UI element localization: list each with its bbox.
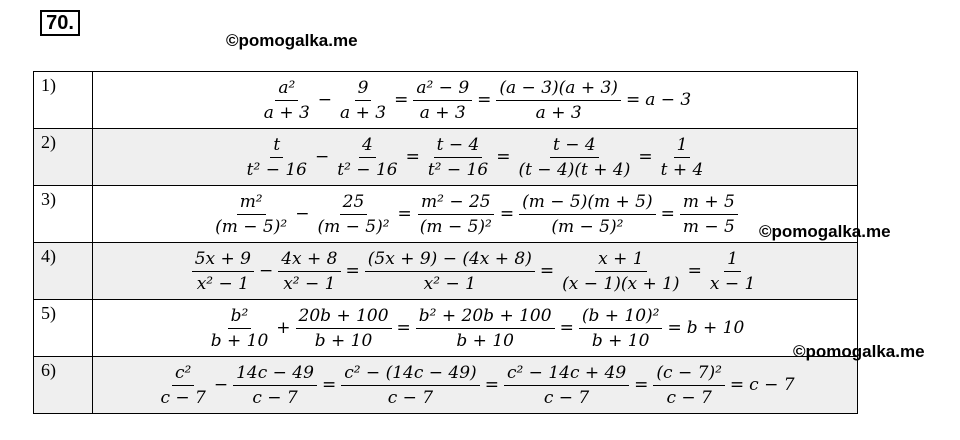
operator: = [477,90,492,110]
fraction [653,362,724,409]
denominator: x² − 1 [196,273,249,294]
fraction [579,305,663,352]
fraction [261,77,313,124]
denominator: (t − 4)(t + 4) [518,159,631,180]
denominator: (m − 5)² [317,216,390,237]
numerator: 14c − 49 [233,362,317,386]
expression-cell [93,129,858,186]
denominator: b + 10 [314,330,373,351]
equation [93,300,857,356]
row-label: 3) [34,186,93,243]
fraction [365,248,535,295]
numerator: (b + 10)² [579,305,663,329]
denominator: x² − 1 [423,273,476,294]
denominator: a + 3 [340,102,387,123]
row-label: 2) [34,129,93,186]
operator: = [405,147,420,167]
result-term: c − 7 [749,375,795,395]
expression-cell [93,243,858,300]
expression-cell [93,357,858,414]
fraction [519,191,656,238]
numerator: (5x + 9) − (4x + 8) [365,248,535,272]
numerator: t [270,134,283,158]
fraction [496,77,621,124]
fraction [334,134,400,181]
operator: = [559,318,574,338]
numerator: 9 [355,77,372,101]
numerator: b² + 20b + 100 [416,305,555,329]
numerator: 1 [724,248,741,272]
numerator: (m − 5)(m + 5) [519,191,656,215]
fraction [559,248,682,295]
denominator: c − 7 [387,387,434,408]
fraction [707,248,758,295]
fraction [680,191,738,238]
denominator: a + 3 [263,102,310,123]
denominator: t² − 16 [337,159,398,180]
numerator: b² [228,305,252,329]
row-label: 6) [34,357,93,414]
operator: = [539,261,555,281]
denominator: a + 3 [419,102,466,123]
fraction [337,77,389,124]
row-label: 1) [34,72,93,129]
fraction [278,248,340,295]
operator: = [396,318,411,338]
numerator: t − 4 [550,134,599,158]
numerator: m + 5 [680,191,738,215]
fraction [658,134,707,181]
fraction [504,362,629,409]
denominator: (m − 5)² [551,216,624,237]
fraction [341,362,480,409]
denominator: (m − 5)² [215,216,288,237]
denominator: t² − 16 [427,159,489,180]
watermark-top: ©pomogalka.me [226,31,358,50]
numerator: c² − 14c + 49 [504,362,629,386]
fraction [244,134,310,181]
problem-row [34,243,858,300]
operator: = [394,90,409,110]
equation [93,357,857,413]
row-label: 5) [34,300,93,357]
denominator: c − 7 [160,387,206,408]
expression-cell [93,300,858,357]
fraction [157,362,208,409]
numerator: 5x + 9 [192,248,254,272]
equation [93,186,857,242]
watermark-middle: ©pomogalka.me [759,222,891,241]
fraction [416,305,555,352]
row-label: 4) [34,243,93,300]
operator: − [295,204,310,224]
numerator: a² [275,77,298,101]
equation [93,72,857,128]
denominator: a + 3 [535,102,582,123]
denominator: b + 10 [456,330,514,351]
operator: = [345,261,360,281]
operator: = [660,204,675,224]
fraction [417,191,495,238]
denominator: c − 7 [543,387,590,408]
equation [93,129,857,185]
operator: − [258,261,274,281]
numerator: 4 [359,134,376,158]
result-term: a − 3 [645,90,692,110]
problem-row [34,300,858,357]
numerator: a² − 9 [413,77,472,101]
fraction [212,191,290,238]
fraction [296,305,392,352]
numerator: (c − 7)² [653,362,724,386]
operator: + [276,318,291,338]
operator: − [317,90,333,110]
denominator: c − 7 [252,387,298,408]
solutions-table [33,71,858,414]
problem-number: 70. [40,10,80,36]
numerator: 20b + 100 [296,305,392,329]
fraction [192,248,254,295]
result-term: b + 10 [686,318,745,338]
denominator: x² − 1 [283,273,336,294]
problem-row [34,129,858,186]
operator: = [496,147,511,167]
numerator: t − 4 [434,134,483,158]
fraction [515,134,633,181]
watermark-bottom: ©pomogalka.me [793,342,925,361]
denominator: c − 7 [666,387,712,408]
denominator: (x − 1)(x + 1) [562,273,680,294]
fraction [233,362,317,409]
fraction [208,305,272,352]
problem-row [34,72,858,129]
operator: = [729,375,745,395]
operator: − [315,147,330,167]
fraction [413,77,472,124]
operator: = [638,147,653,167]
fraction [425,134,491,181]
denominator: m − 5 [682,216,735,237]
numerator: m² [237,191,266,215]
denominator: x − 1 [709,273,756,294]
equation [93,243,857,299]
problem-row [34,357,858,414]
problem-row [34,186,858,243]
operator: = [687,261,702,281]
expression-cell [93,186,858,243]
operator: − [213,375,229,395]
denominator: b + 10 [210,330,269,351]
denominator: (m − 5)² [419,216,492,237]
numerator: m² − 25 [418,191,494,215]
fraction [314,191,392,238]
denominator: t + 4 [660,159,704,180]
numerator: (a − 3)(a + 3) [496,77,621,101]
operator: = [634,375,649,395]
numerator: c² [172,362,194,386]
operator: = [397,204,412,224]
operator: = [667,318,682,338]
numerator: 4x + 8 [278,248,340,272]
denominator: b + 10 [591,330,650,351]
numerator: x + 1 [595,248,646,272]
numerator: 1 [674,134,691,158]
operator: = [484,375,499,395]
operator: = [321,375,337,395]
expression-cell [93,72,858,129]
operator: = [625,90,641,110]
operator: = [499,204,515,224]
numerator: 25 [340,191,368,215]
denominator: t² − 16 [246,159,307,180]
numerator: c² − (14c − 49) [341,362,480,386]
